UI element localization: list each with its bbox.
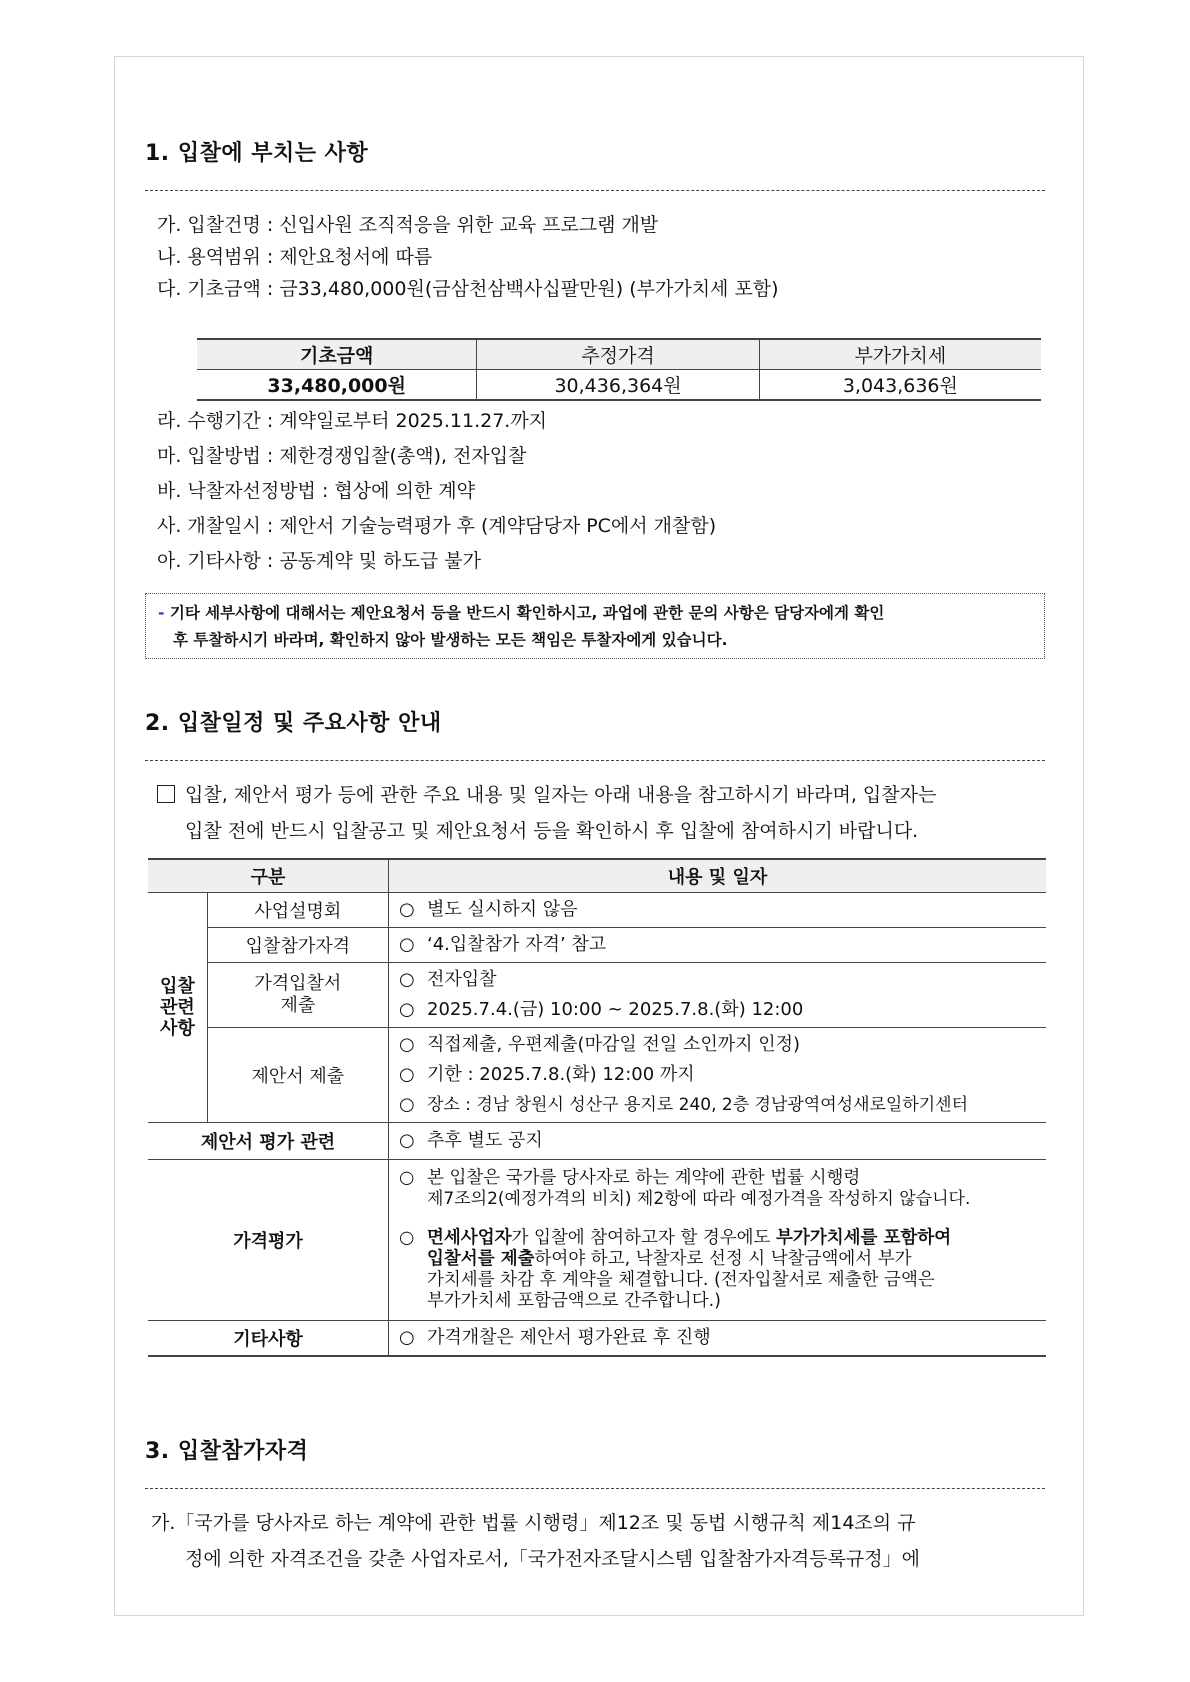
price-value-base: 33,480,000원 (197, 370, 477, 401)
row-label-price-eval: 가격평가 (148, 1160, 389, 1321)
s2-intro-line1: 입찰, 제안서 평가 등에 관한 주요 내용 및 일자는 아래 내용을 참고하시기 바라며, 입찰자는 (157, 780, 936, 807)
header-category: 구분 (148, 859, 389, 893)
header-content: 내용 및 일자 (389, 859, 1047, 893)
s1-item-etc: 아. 기타사항 : 공동계약 및 하도급 불가 (157, 550, 481, 572)
s1-item-selection: 바. 낙찰자선정방법 : 협상에 의한 계약 (157, 480, 475, 502)
s1-item-name: 가. 입찰건명 : 신입사원 조직적응을 위한 교육 프로그램 개발 (157, 214, 659, 236)
notice-line1: 기타 세부사항에 대해서는 제안요청서 등을 반드시 확인하시고, 과업에 관한 문의 사항은 담당자에게 확인 (169, 604, 885, 622)
divider (145, 760, 1045, 761)
price-value-estimate: 30,436,364원 (477, 370, 759, 401)
schedule-table (148, 858, 1046, 1357)
row-label-price-bid: 가격입찰서 제출 (207, 963, 388, 1028)
section2-heading: 2. 입찰일정 및 주요사항 안내 (145, 711, 442, 736)
s1-item-scope: 나. 용역범위 : 제안요청서에 따름 (157, 246, 433, 268)
section1-heading: 1. 입찰에 부치는 사항 (145, 141, 369, 166)
row-price-bid: ○ 전자입찰 ○ 2025.7.4.(금) 10:00 ~ 2025.7.8.(화) 12:00 (389, 963, 1047, 1028)
s3-line2: 정에 의한 자격조건을 갖춘 사업자로서,「국가전자조달시스템 입찰참가자격등록규정」에 (185, 1548, 920, 1570)
s3-line1: 가.「국가를 당사자로 하는 계약에 관한 법률 시행령」제12조 및 동법 시행규칙 제14조의 규 (151, 1512, 916, 1534)
row-evaluation: ○ 추후 별도 공지 (389, 1123, 1047, 1160)
divider (145, 190, 1045, 191)
s1-item-period: 라. 수행기간 : 계약일로부터 2025.11.27.까지 (157, 410, 548, 432)
group-label: 입찰 관련 사항 (148, 893, 207, 1123)
s1-item-opening: 사. 개찰일시 : 제안서 기술능력평가 후 (계약담당자 PC에서 개찰함) (157, 515, 717, 537)
row-label-briefing: 사업설명회 (207, 893, 388, 928)
row-etc: ○ 가격개찰은 제안서 평가완료 후 진행 (389, 1321, 1047, 1357)
row-price-eval: ○ 본 입찰은 국가를 당사자로 하는 계약에 관한 법률 시행령 제7조의2(예정가격의 비치) 제2항에 따라 예정가격을 작성하지 않습니다. ○ 면세사업자가 입찰에 참여하고자 할 경우에도 부가가치세를 포함하여 입찰서를 제출하여야 하고, 낙찰자로 선정 시 낙찰금액에서 부가 가치세를 차감 후 계약을 체결합니다. (전자입찰서로 제출한 금액은 부가가치세 포함금액으로 간주합니다.) (389, 1160, 1047, 1321)
price-header-vat: 부가가치세 (759, 339, 1041, 370)
notice-mark: - (158, 604, 165, 622)
divider (145, 1488, 1045, 1489)
row-label-evaluation: 제안서 평가 관련 (148, 1123, 389, 1160)
price-table (197, 338, 1041, 401)
notice-line2: 후 투찰하시기 바라며, 확인하지 않아 발생하는 모든 책임은 투찰자에게 있습니다. (173, 631, 728, 649)
price-header-base: 기초금액 (197, 339, 477, 370)
row-qualification: ○ ‘4.입찰참가 자격’ 참고 (389, 928, 1047, 963)
s1-item-method: 마. 입찰방법 : 제한경쟁입찰(총액), 전자입찰 (157, 445, 527, 467)
price-value-vat: 3,043,636원 (759, 370, 1041, 401)
row-label-proposal: 제안서 제출 (207, 1028, 388, 1123)
row-proposal: ○ 직접제출, 우편제출(마감일 전일 소인까지 인정) ○ 기한 : 2025.7.8.(화) 12:00 까지 ○ 장소 : 경남 창원시 성산구 용지로 240, 2층 경남광역여성새로일하기센터 (389, 1028, 1047, 1123)
row-label-qualification: 입찰참가자격 (207, 928, 388, 963)
row-briefing: ○ 별도 실시하지 않음 (389, 893, 1047, 928)
checkbox-square-icon (157, 785, 175, 803)
price-header-estimate: 추정가격 (477, 339, 759, 370)
s1-item-base-price: 다. 기초금액 : 금33,480,000원(금삼천삼백사십팔만원) (부가가치세 포함) (157, 278, 779, 300)
row-label-etc: 기타사항 (148, 1321, 389, 1357)
section3-heading: 3. 입찰참가자격 (145, 1439, 309, 1464)
notice-box (145, 593, 1045, 659)
s2-intro-line2: 입찰 전에 반드시 입찰공고 및 제안요청서 등을 확인하시 후 입찰에 참여하시기 바랍니다. (185, 820, 919, 842)
